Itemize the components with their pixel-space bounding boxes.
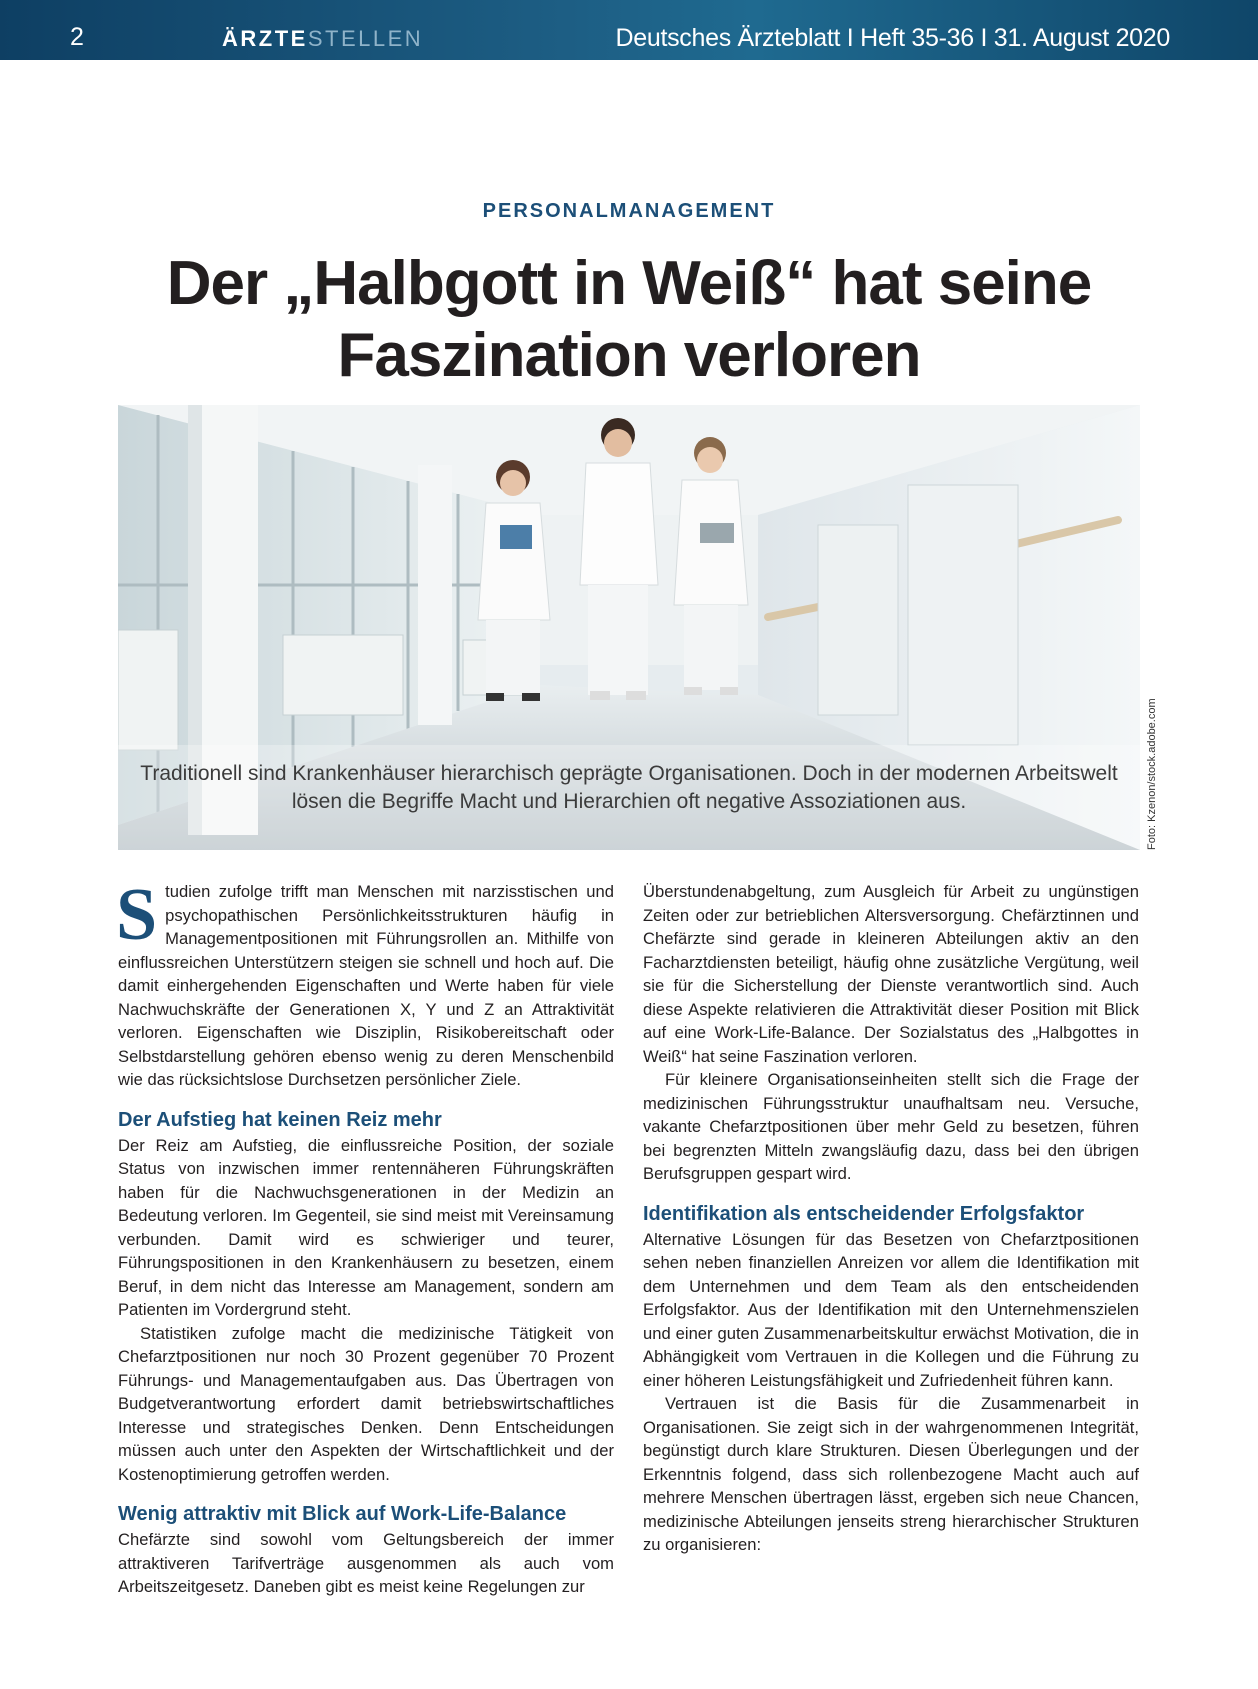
intro-paragraph <box>116 874 614 1092</box>
brand-part-1: ÄRZTE <box>222 26 308 51</box>
article-column-left <box>116 874 614 1599</box>
paragraph: Vertrauen ist die Basis für die Zusammenarbeit in Organisationen. Sie zeigt sich in der wahrgenommenen Integrität, begünstigt durch klare Strukturen. Diesen Überlegungen und der Erkenntnis folgend, dass sich rollenbezogene Macht auch auf mehrere Menschen übertragen lässt, ergeben sich neue Chancen, medizinische Abteilungen jenseits streng hierarchischer Strukturen zu organisieren: <box>643 1394 1139 1554</box>
paragraph: Alternative Lösungen für das Besetzen von Chefarztpositionen sehen neben finanziellen Anreizen vor allem die Identifikation mit dem Unternehmen und dem Team als den entscheidenden Erfolgsfaktor. Aus der Identifikation mit den Unternehmenszielen und einer guten Zusammenarbeitskultur erwächst Motivation, die in Abhängigkeit vom Vertrauen in die Kollegen und die Führung zu einer höheren Leistungsfähigkeit und Zufriedenheit führen kann. <box>643 1229 1139 1390</box>
article-title: Der „Halbgott in Weiß“ hat seine Faszination verloren <box>166 249 1092 390</box>
issue-info: Deutsches Ärzteblatt I Heft 35-36 I 31. August 2020 <box>615 24 1170 52</box>
paragraph: Überstundenabgeltung, zum Ausgleich für Arbeit zu ungünstigen Zeiten oder zur betrieblichen Altersversorgung. Chefärztinnen und Chefärzte sind gerade in kleineren Abteilungen aktiv an den Facharztdiensten beteiligt, häufig ohne zusätzliche Vergütung, weil sie für die Sicherstellung der Dienste verantwortlich sind. Auch diese Aspekte relativieren die Attraktivität dieser Position mit Blick auf eine Work-Life-Balance. Der Sozialstatus des „Halbgottes in Weiß“ hat seine Faszination verloren. <box>643 882 1139 1066</box>
photo-caption: Traditionell sind Krankenhäuser hierarchisch geprägte Organisationen. Doch in der modernen Arbeitswelt lösen die Begriffe Macht und Hierarchien oft negative Assoziationen aus. <box>140 762 1118 813</box>
paragraph: Statistiken zufolge macht die medizinische Tätigkeit von Chefarztpositionen nur noch 30 Prozent gegenüber 70 Prozent Führungs- und Managementaufgaben aus. Das Übertragen von Budgetverantwortung erfordert damit betriebswirtschaftliches Interesse und strategisches Denken. Denn Entscheidungen müssen auch unter den Aspekten der Wirtschaftlichkeit und der Kostenoptimierung getroffen werden. <box>118 1323 614 1484</box>
drop-cap: S <box>116 874 158 956</box>
page-header-bar <box>0 0 1258 60</box>
intro-text: tudien zufolge trifft man Menschen mit narzisstischen und psychopathischen Persönlichkeitsstrukturen häufig in Managementpositionen mit Führungsrollen an. Mithilfe von einflussreichen Unterstützern steigen sie schnell und hoch auf. Die damit einhergehenden Eigenschaften und Werte haben für viele Nachwuchskräfte der Generationen X, Y und Z an Attraktivität verloren. Eigenschaften wie Disziplin, Risikobereitschaft oder Selbstdarstellung gehören ebenso wenig zu deren Menschenbild wie das rücksichtslose Durchsetzen persönlicher Ziele. <box>118 882 614 1089</box>
article-photo <box>118 405 1140 850</box>
subheading-identifikation: Identifikation als entscheidender Erfolgsfaktor <box>643 1202 1085 1225</box>
paragraph: Der Reiz am Aufstieg, die einflussreiche Position, der soziale Status von inzwischen immer rentennäheren Führungskräften haben für die Nachwuchsgenerationen in der Medizin an Bedeutung verloren. Im Gegenteil, sie sind meist mit Vereinsamung verbunden. Damit wird es schwieriger und teurer, Führungspositionen in den Krankenhäusern zu besetzen, einem Beruf, in dem nicht das Interesse am Management, sondern am Patienten im Vordergrund steht. <box>118 1135 614 1319</box>
brand-part-2: STELLEN <box>307 26 424 51</box>
section-kicker: PERSONALMANAGEMENT <box>482 200 776 222</box>
brand-logo <box>222 26 423 52</box>
paragraph: Für kleinere Organisationseinheiten stellt sich die Frage der medizinischen Führungsstruktur unaufhaltsam neu. Versuche, vakante Chefarztpositionen über mehr Geld zu besetzen, führen bei begrenzten Mitteln zwangsläufig dazu, dass bei den übrigen Berufsgruppen gespart wird. <box>643 1070 1139 1183</box>
page-number: 2 <box>70 23 84 51</box>
article-column-right <box>643 880 1139 1557</box>
paragraph: Chefärzte sind sowohl vom Geltungsbereich der immer attraktiveren Tarifverträge ausgenommen als auch vom Arbeitszeitgesetz. Daneben gibt es meist keine Regelungen zur <box>118 1530 614 1596</box>
subheading-aufstieg: Der Aufstieg hat keinen Reiz mehr <box>118 1108 442 1131</box>
photo-credit-text: Foto: Kzenon/stock.adobe.com <box>1146 698 1158 850</box>
subheading-work-life-balance: Wenig attraktiv mit Blick auf Work-Life-Balance <box>118 1503 567 1525</box>
